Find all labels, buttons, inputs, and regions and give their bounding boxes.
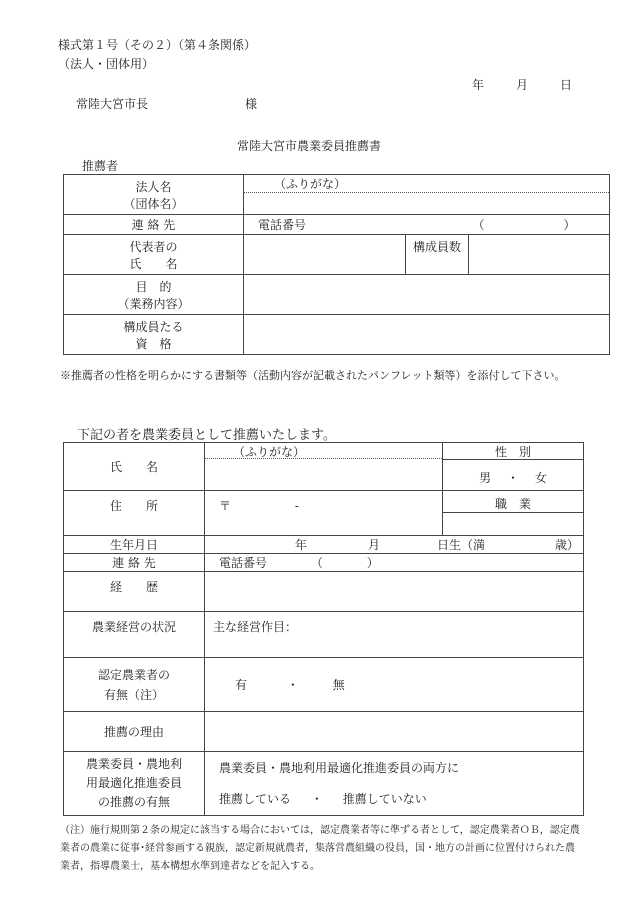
candidate-tel-open: （ [310,556,323,570]
dual-not-recommend[interactable]: 推薦していない [342,791,427,806]
gender-separator: ・ [506,471,519,485]
birth-year-label: 年 [295,538,308,552]
contact-field[interactable] [244,215,610,235]
career-field[interactable] [205,572,584,612]
candidate-name-field[interactable] [205,443,443,491]
candidate-tel-close: ） [366,556,379,570]
birth-month-label: 月 [368,538,381,552]
dual-field[interactable] [205,752,584,816]
purpose-label-cell [64,275,244,315]
age-close-label: 歳） [555,538,580,552]
postal-dash: - [294,499,299,513]
form-number: 様式第１号（その２）（第４条関係） [58,38,257,52]
purpose-label: 目 的 [135,279,172,294]
occupation-label: 職 業 [443,491,583,513]
recommender-table [63,174,610,355]
career-label: 経 歴 [64,572,205,612]
representative-label: 代表者の [129,239,178,254]
reason-field[interactable] [205,712,584,752]
date-year-label: 年 [472,78,485,92]
candidate-table [63,442,584,816]
candidate-name-label: 氏 名 [64,443,205,491]
birthdate-field[interactable] [205,536,584,554]
representative-label-cell [64,235,244,275]
certified-options[interactable] [205,658,584,712]
postal-mark: 〒 [219,499,232,513]
certified-label-cell [64,658,205,712]
gender-options[interactable] [443,460,583,486]
certified-no[interactable]: 無 [332,678,345,692]
contact-label: 連 絡 先 [64,215,244,235]
members-count-field[interactable] [469,235,610,275]
address-label: 住 所 [64,491,205,536]
date-month-label: 月 [516,78,529,92]
gender-female[interactable]: 女 [534,471,547,485]
certified-sub-label: 有無（注） [103,687,164,702]
farm-status-field[interactable] [205,612,584,658]
gender-label: 性 別 [443,443,583,460]
occupation-field[interactable] [443,513,583,535]
corp-name-label-cell [64,175,244,215]
gender-male[interactable]: 男 [479,471,492,485]
dual-label-2: 用最適化推進委員 [85,776,182,790]
candidate-intro: 下記の者を農業委員として推薦いたします。 [77,428,336,443]
main-crop-label: 主な経営作目： [213,620,298,634]
candidate-contact-label: 連 絡 先 [64,554,205,572]
corp-furigana: （ふりがな） [244,175,609,193]
certified-label: 認定農業者の [97,667,170,682]
birth-day-age-label: 日生（満 [437,538,486,552]
dual-label-3: の推薦の有無 [97,795,170,809]
tel-label: 電話番号 [258,218,307,232]
qualification-label-cell [64,315,244,355]
qualification-label: 構成員たる [123,319,184,334]
dual-options[interactable] [205,790,583,809]
purpose-field[interactable] [244,275,610,315]
dual-question: 農業委員・農地利用最適化推進委員の両方に [219,760,460,775]
qualification-field[interactable] [244,315,610,355]
representative-name-label: 氏 名 [129,256,178,271]
occupation-cell [443,491,584,536]
representative-field[interactable] [244,235,406,275]
applicant-type: （法人・団体用） [58,57,155,71]
tel-open-paren: （ [472,218,485,232]
addressee: 常陸大宮市長 [76,97,149,111]
purpose-sub-label: （業務内容） [117,296,190,311]
dual-separator: ・ [310,791,323,806]
qualification-sub-label: 資 格 [135,336,172,351]
recommender-label: 推薦者 [82,159,119,173]
candidate-tel-label: 電話番号 [219,556,268,570]
reason-label: 推薦の理由 [64,712,205,752]
certified-separator: ・ [286,678,299,692]
farm-status-label: 農業経営の状況 [64,612,205,658]
footnote: （注）施行規則第２条の規定に該当する場合においては，認定農業者等に準ずる者として，認定農業者ＯＢ，認定農業者の農業に従事･経営参画する親族，認定新規就農者，集落営農組織の役員，国・地方の計画に位置付けられた農業者，指導農業士，基本構想水準到達者などを記入する。 [60,825,580,872]
dual-label-1: 農業委員・農地利 [85,757,182,771]
members-count-label: 構成員数 [406,235,469,275]
birthdate-label: 生年月日 [64,536,205,554]
corp-name-label: 法人名 [135,179,172,194]
dual-recommend[interactable]: 推薦している [219,791,292,806]
address-field[interactable] [205,491,443,536]
corp-name-sub-label: （団体名） [123,196,184,211]
gender-cell [443,443,584,491]
certified-yes[interactable]: 有 [235,678,248,692]
date-day-label: 日 [560,78,573,92]
candidate-furigana: （ふりがな） [205,443,442,459]
dual-label-cell [64,752,205,816]
tel-close-paren: ） [563,218,576,232]
honorific: 様 [245,97,258,111]
candidate-contact-field[interactable] [205,554,584,572]
document-title: 常陸大宮市農業委員推薦書 [237,139,382,153]
corp-name-field[interactable] [244,175,610,215]
attachment-note: ※推薦者の性格を明らかにする書類等（活動内容が記載されたパンフレット類等）を添付して下さい。 [60,369,566,382]
